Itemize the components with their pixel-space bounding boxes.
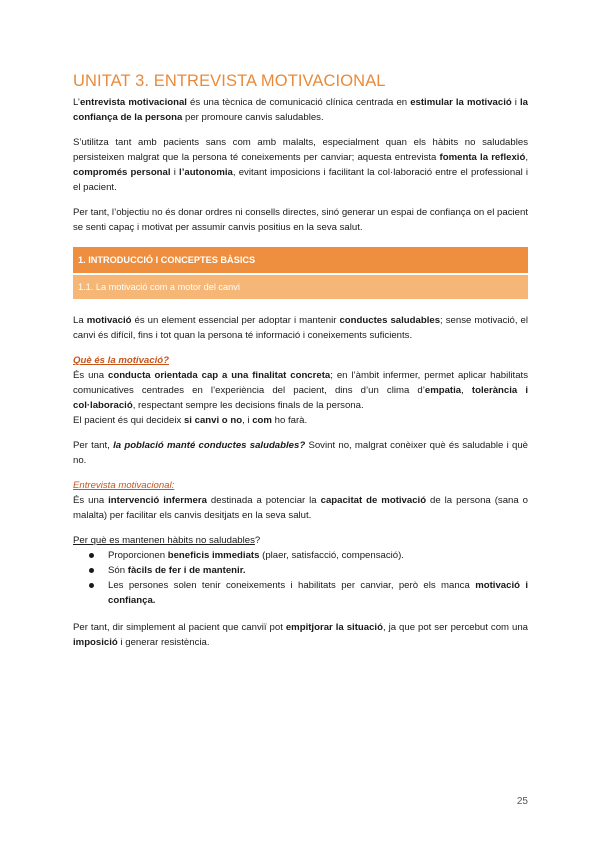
- intro-paragraph-1: L’entrevista motivacional és una tècnica de comunicació clínica centrada en estimular la motivació i la confiança de la persona per promoure canvis saludables.: [73, 97, 528, 123]
- patient-decides-line: El pacient és qui decideix si canvi o no, i com ho farà.: [73, 415, 308, 426]
- intro-paragraph-3: Per tant, l’objectiu no és donar ordres ni consells directes, sinó generar un espai de confiança on el pacient se senti capaç i motivat per assumir canvis positius en la seva salut.: [73, 207, 528, 233]
- reasons-list: [73, 548, 528, 608]
- population-paragraph: Per tant, la població manté conductes saludables? Sovint no, malgrat conèixer què és saludable i què no.: [73, 440, 528, 466]
- page-title: UNITAT 3. ENTREVISTA MOTIVACIONAL: [73, 72, 386, 90]
- conclusion-paragraph: Per tant, dir simplement al pacient que canviï pot empitjorar la situació, ja que pot ser percebut com una imposició i generar resistència.: [73, 622, 529, 648]
- bullet-icon: [89, 553, 94, 558]
- bullet-icon: [89, 568, 94, 573]
- motivational-interview-heading: Entrevista motivacional:: [73, 480, 175, 491]
- subsection-header: 1.1. La motivació com a motor del canvi: [73, 275, 528, 299]
- why-heading: Per què es mantenen hàbits no saludables?: [73, 535, 261, 546]
- list-item: Les persones solen tenir coneixements i habilitats per canviar, però els manca motivació i confiança.: [73, 578, 528, 608]
- list-item: Són fàcils de fer i de mantenir.: [73, 563, 528, 578]
- question-heading-motivation: Què és la motivació?: [73, 355, 169, 366]
- motivational-interview-definition: És una intervenció infermera destinada a potenciar la capacitat de motivació de la persona (sana o malalta) per facilitar els canvis desitjats en la seva salut.: [73, 495, 528, 521]
- list-item: Proporcionen beneficis immediats (plaer, satisfacció, compensació).: [73, 548, 528, 563]
- document-body: [73, 72, 528, 650]
- motivation-paragraph: La motivació és un element essencial per adoptar i mantenir conductes saludables; sense motivació, el canvi és difícil, fins i tot quan la persona té informació i coneixements suficients.: [73, 315, 529, 341]
- section-header: 1. INTRODUCCIÓ I CONCEPTES BÀSICS: [73, 247, 528, 273]
- intro-paragraph-2: S’utilitza tant amb pacients sans com amb malalts, especialment quan els hàbits no saludables persisteixen malgrat que la persona té coneixements per canviar; aquesta entrevista fomenta la reflexió, compromés personal i l’autonomia, evitant imposicions i facilitant la col·laboració entre el professional i el pacient.: [73, 137, 528, 193]
- bullet-icon: [89, 583, 94, 588]
- motivation-definition: És una conducta orientada cap a una finalitat concreta; en l’àmbit infermer, permet aplicar habilitats comunicatives centrades en l’experiència del pacient, dins d’un clima d’empatia, tolerància i col·laboració, respectant sempre les decisions finals de la persona.: [73, 370, 528, 411]
- page-number: 25: [516, 796, 528, 807]
